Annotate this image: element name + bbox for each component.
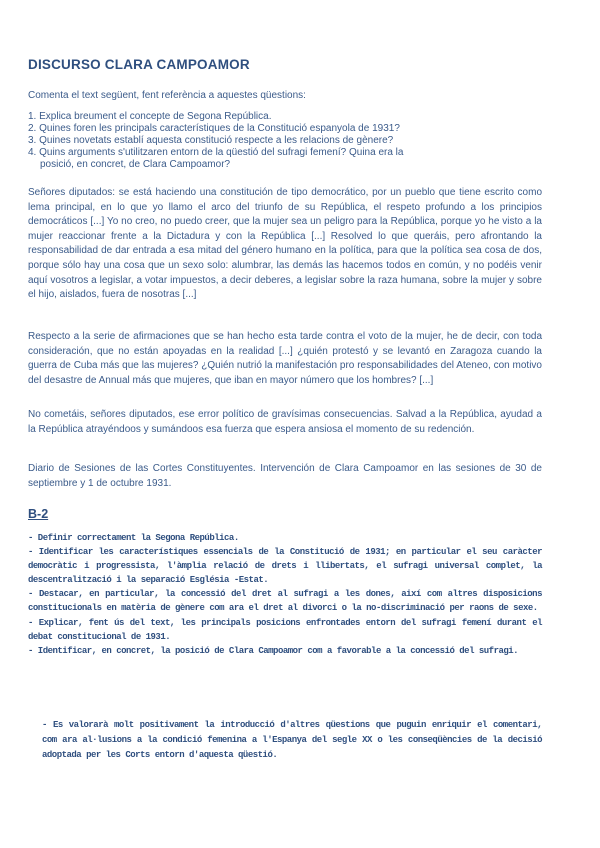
- speech-paragraph: Respecto a la serie de afirmaciones que se han hecho esta tarde contra el voto de la mujer, he de decir, con toda consideración, que no están apoyadas en la realidad [...] ¿quién protestó y se levantó en Zaragoza cuando la guerra de Cuba más que las mujeres? ¿Quién nutrió la manifestación pro responsabilidades del Ateneo, con motivo del desastre de Annual más que mujeres, que iban en mayor número que los hombres? [...]: [28, 331, 542, 386]
- speech-paragraph: Señores diputados: se está haciendo una constitución de tipo democrático, por un pueblo que tiene escrito como lema principal, en lo que yo llamo el arco del triunfo de su República, el respeto profundo a los principios democráticos [...] Yo no creo, no puedo creer, que la mujer sea un peligro para la República, porque yo he visto a la mujer reaccionar frente a la Dictadura y con la República [...] Resolved lo que queráis, pero afrontando la responsabilidad de dar entrada a esa mitad del género humano en la política, para que la política sea cosa de dos, porque sólo hay una cosa que un sexo solo: alumbrar, las demás las hacemos todos en común, y no podéis venir aquí vosotros a legislar, a votar impuestos, a decir deberes, a legislar sobre la raza humana, sobre la mujer y sobre el hijo, aislados, fuera de nosotras [...]: [28, 187, 542, 301]
- criteria-item: - Identificar, en concret, la posició de Clara Campoamor com a favorable a la concessió del sufragi.: [28, 645, 519, 656]
- criteria-item: - Definir correctament la Segona República.: [28, 533, 239, 543]
- criteria-list: [28, 531, 542, 658]
- question-item: 4. Quins arguments s'utilitzaren entorn de la qüestió del sufragi femení? Quina era la: [28, 147, 404, 158]
- question-item: 2. Quines foren les principals característiques de la Constitució espanyola de 1931?: [28, 123, 400, 134]
- instructions: Comenta el text següent, fent referència a aquestes qüestions:: [28, 90, 306, 101]
- question-list: [28, 111, 542, 171]
- criteria-item: - Destacar, en particular, la concessió del dret al sufragi a les dones, així com altres disposicions constitucionals en matèria de gènere com ara el dret al divorci o la no-discriminació per raons de sexe.: [28, 589, 542, 614]
- speech-paragraph: No cometáis, señores diputados, ese error político de gravísimas consecuencias. Salvad a la República, ayudad a la República atrayéndoos y sumándoos esa fuerza que espera ansiosa el momento de su redención.: [28, 409, 542, 435]
- question-item: 3. Quines novetats establí aquesta constitució respecte a les relacions de gènere?: [28, 135, 394, 146]
- section-heading: B-2: [28, 507, 49, 521]
- document-title: DISCURSO CLARA CAMPOAMOR: [28, 57, 250, 72]
- question-item: 1. Explica breument el concepte de Segona República.: [28, 111, 272, 122]
- criteria-item: - Identificar les característiques essencials de la Constitució de 1931; en particular el seu caràcter democràtic i progressista, l'àmplia relació de drets i llibertats, el sufragi universal complet, la descentralització i la separació Església -Estat.: [28, 547, 542, 586]
- evaluation-note: - Es valorarà molt positivament la introducció d'altres qüestions que puguin enriquir el comentari, com ara al·lusions a la condició femenina a l'Espanya del segle XX o les conseqüències de la decisió adoptada per les Corts entorn d'aquesta qüestió.: [42, 720, 542, 760]
- criteria-item: - Explicar, fent ús del text, les principals posicions enfrontades entorn del sufragi femení durant el debat constitucional de 1931.: [28, 617, 542, 642]
- source-citation: Diario de Sesiones de las Cortes Constituyentes. Intervención de Clara Campoamor en las sesiones de 30 de septiembre y 1 de octubre 1931.: [28, 463, 542, 489]
- question-item-continuation: posició, en concret, de Clara Campoamor?: [40, 159, 231, 170]
